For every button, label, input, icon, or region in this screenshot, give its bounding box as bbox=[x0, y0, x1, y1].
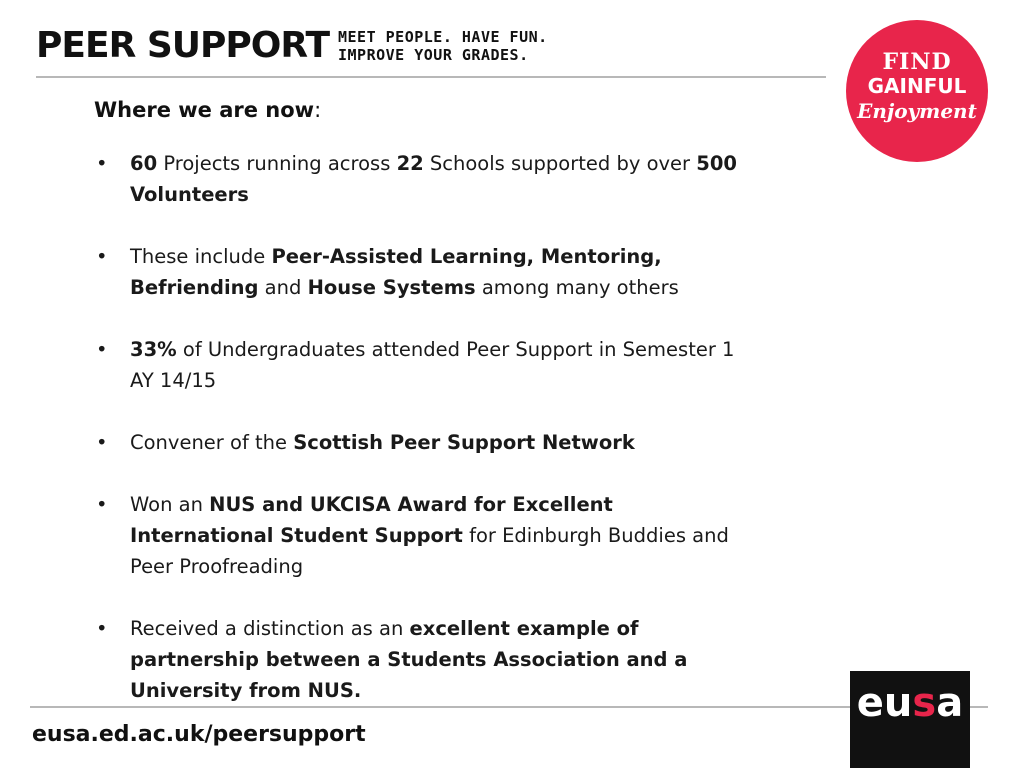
bullet-dot-icon: • bbox=[96, 431, 108, 454]
bullet-text: Projects running across bbox=[157, 152, 397, 175]
bullet-text: These include bbox=[130, 245, 272, 268]
eusa-logo-part-1: eu bbox=[856, 680, 913, 726]
bullet-item bbox=[96, 334, 756, 396]
bullet-text: Won an bbox=[130, 493, 210, 516]
badge-line-1: FIND bbox=[882, 49, 952, 75]
footer-url: eusa.ed.ac.uk/peersupport bbox=[32, 722, 366, 747]
bullet-text-bold: Scottish Peer Support Network bbox=[293, 431, 635, 454]
bullet-text: among many others bbox=[475, 276, 679, 299]
bullet-text-bold: 60 bbox=[130, 152, 158, 175]
bullet-item bbox=[96, 613, 756, 706]
bullet-item bbox=[96, 427, 756, 458]
bullet-item bbox=[96, 148, 756, 210]
bullet-list bbox=[96, 148, 756, 737]
bullet-dot-icon: • bbox=[96, 152, 108, 175]
bullet-text-bold: excellent example of partnership between a Students Association and a University from NUS. bbox=[130, 617, 688, 702]
bullet-text-bold: 22 bbox=[396, 152, 424, 175]
bullet-text-bold: NUS and UKCISA Award for Excellent International Student Support bbox=[130, 493, 613, 547]
find-gainful-enjoyment-badge bbox=[846, 20, 988, 162]
bullet-text: of Undergraduates attended Peer Support in Semester 1 AY 14/15 bbox=[130, 338, 735, 392]
bullet-item bbox=[96, 241, 756, 303]
bullet-text-bold: 33% bbox=[130, 338, 177, 361]
bullet-text-bold: Peer-Assisted Learning, Mentoring, Befriending bbox=[130, 245, 662, 299]
bullet-item bbox=[96, 489, 756, 582]
bullet-text-bold: House Systems bbox=[307, 276, 476, 299]
bullet-text: Schools supported by over bbox=[423, 152, 697, 175]
section-heading-bold: Where we are now bbox=[94, 98, 315, 122]
page-title: PEER SUPPORT bbox=[36, 25, 330, 66]
bullet-dot-icon: • bbox=[96, 338, 108, 361]
header-divider bbox=[36, 76, 826, 78]
bullet-text: and bbox=[258, 276, 308, 299]
tagline bbox=[338, 28, 548, 64]
eusa-logo-part-2: a bbox=[936, 680, 964, 726]
bullet-text: for Edinburgh Buddies and Peer Proofreading bbox=[130, 524, 729, 578]
footer-divider bbox=[30, 706, 988, 708]
bullet-dot-icon: • bbox=[96, 245, 108, 268]
tagline-line-1: MEET PEOPLE. HAVE FUN. bbox=[338, 28, 548, 46]
section-heading bbox=[94, 96, 321, 124]
bullet-dot-icon: • bbox=[96, 617, 108, 640]
eusa-logo bbox=[850, 671, 970, 768]
bullet-text-bold: 500 Volunteers bbox=[130, 152, 737, 206]
badge-line-2: GAINFUL bbox=[867, 74, 967, 98]
bullet-dot-icon: • bbox=[96, 493, 108, 516]
bullet-text: Convener of the bbox=[130, 431, 294, 454]
tagline-line-2: IMPROVE YOUR GRADES. bbox=[338, 46, 529, 64]
section-heading-suffix: : bbox=[314, 98, 322, 122]
eusa-logo-accent: s bbox=[912, 680, 937, 726]
badge-line-3: Enjoyment bbox=[857, 99, 977, 123]
bullet-text: Received a distinction as an bbox=[130, 617, 410, 640]
